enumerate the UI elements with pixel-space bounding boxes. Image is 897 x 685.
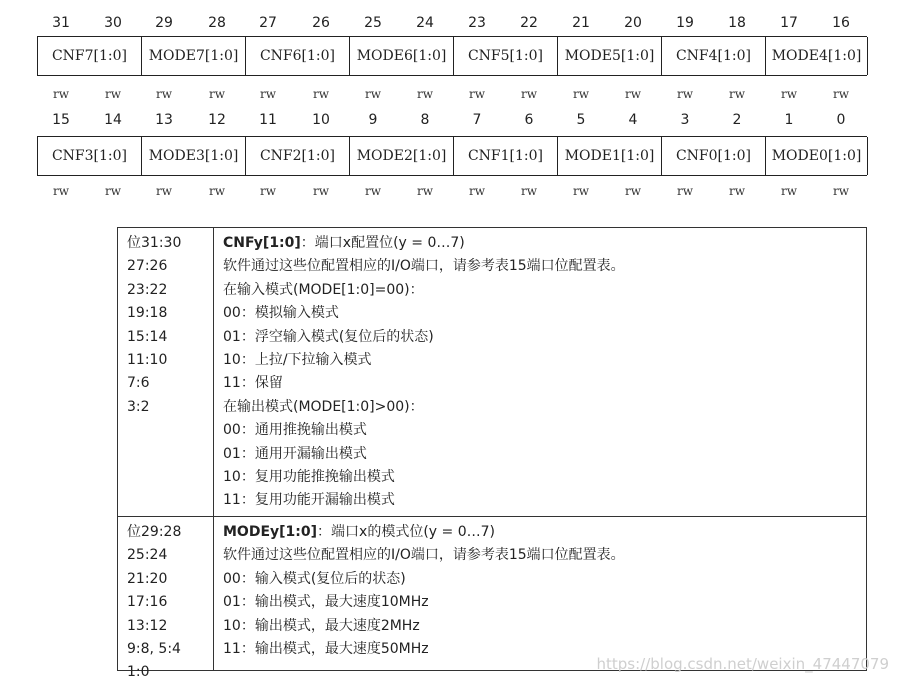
- field-cnf6: CNF6[1:0]: [246, 37, 350, 75]
- bit-number: 26: [312, 15, 330, 31]
- description-line: 01：通用开漏输出模式: [223, 445, 367, 462]
- field-mode2: MODE2[1:0]: [350, 137, 454, 175]
- field-mode3: MODE3[1:0]: [142, 137, 246, 175]
- access-label: rw: [52, 87, 69, 101]
- field-cnf7: CNF7[1:0]: [38, 37, 142, 75]
- mode-description-row: [118, 517, 866, 681]
- access-label: rw: [259, 87, 276, 101]
- field-mode6: MODE6[1:0]: [350, 37, 454, 75]
- register-fields-upper: [37, 36, 867, 76]
- access-label: rw: [208, 184, 225, 198]
- field-mode1: MODE1[1:0]: [558, 137, 662, 175]
- bit-range: 位31:30: [127, 235, 182, 251]
- bit-number: 31: [52, 15, 70, 31]
- cnf-description-row: [118, 228, 866, 517]
- bit-range: 1:0: [127, 664, 150, 681]
- bit-number: 6: [524, 112, 534, 128]
- bit-number: 20: [624, 15, 642, 31]
- access-label: rw: [520, 184, 537, 198]
- bit-number: 13: [155, 112, 173, 128]
- access-label: rw: [312, 87, 329, 101]
- access-label: rw: [728, 87, 745, 101]
- bit-number: 9: [368, 112, 378, 128]
- cnf-heading: [223, 232, 866, 255]
- description-line: 11：输出模式，最大速度50MHz: [223, 641, 429, 658]
- bit-range: 位29:28: [127, 524, 182, 540]
- bit-range: 11:10: [127, 352, 168, 369]
- bit-number: 2: [732, 112, 742, 128]
- access-label: rw: [780, 184, 797, 198]
- description-line: 10：复用功能推挽输出模式: [223, 469, 395, 486]
- access-upper: [37, 87, 867, 103]
- access-label: rw: [364, 184, 381, 198]
- description-line: 01：浮空输入模式(复位后的状态): [223, 328, 434, 345]
- bit-number: 16: [832, 15, 850, 31]
- description-line: 软件通过这些位配置相应的I/O端口，请参考表15端口位配置表。: [223, 258, 625, 275]
- field-cnf1: CNF1[1:0]: [454, 137, 558, 175]
- bit-number: 0: [836, 112, 846, 128]
- bit-range: 9:8, 5:4: [127, 641, 181, 658]
- field-cnf4: CNF4[1:0]: [662, 37, 766, 75]
- field-mode4: MODE4[1:0]: [766, 37, 868, 75]
- cnf-field-title: ：端口x配置位(y = 0…7): [300, 235, 465, 251]
- access-label: rw: [259, 184, 276, 198]
- bit-number: 4: [628, 112, 638, 128]
- bit-number: 29: [155, 15, 173, 31]
- access-label: rw: [728, 184, 745, 198]
- description-line: 10：输出模式，最大速度2MHz: [223, 617, 420, 634]
- access-label: rw: [208, 87, 225, 101]
- access-label: rw: [520, 87, 537, 101]
- description-line: 11：保留: [223, 375, 283, 392]
- cnf-field-name: CNFy[1:0]: [223, 235, 301, 251]
- access-label: rw: [104, 184, 121, 198]
- bit-number: 10: [312, 112, 330, 128]
- access-label: rw: [624, 184, 641, 198]
- access-label: rw: [780, 87, 797, 101]
- description-line: 在输出模式(MODE[1:0]>00)：: [223, 398, 424, 415]
- access-label: rw: [155, 87, 172, 101]
- bit-number: 8: [420, 112, 430, 128]
- bit-number: 19: [676, 15, 694, 31]
- field-mode7: MODE7[1:0]: [142, 37, 246, 75]
- access-label: rw: [104, 87, 121, 101]
- bit-number: 27: [259, 15, 277, 31]
- access-label: rw: [676, 87, 693, 101]
- access-label: rw: [364, 87, 381, 101]
- bit-number: 17: [780, 15, 798, 31]
- bit-range: 27:26: [127, 258, 168, 275]
- access-label: rw: [468, 87, 485, 101]
- bit-number: 11: [259, 112, 277, 128]
- bit-number: 22: [520, 15, 538, 31]
- field-cnf2: CNF2[1:0]: [246, 137, 350, 175]
- bit-range: 25:24: [127, 547, 168, 564]
- access-label: rw: [624, 87, 641, 101]
- bit-number: 23: [468, 15, 486, 31]
- field-cnf0: CNF0[1:0]: [662, 137, 766, 175]
- watermark: https://blog.csdn.net/weixin_47447079: [596, 655, 889, 673]
- access-label: rw: [832, 184, 849, 198]
- bit-range: 15:14: [127, 328, 168, 345]
- mode-field-title: ：端口x的模式位(y = 0…7): [317, 524, 495, 540]
- bit-number: 21: [572, 15, 590, 31]
- bit-range: 17:16: [127, 594, 168, 611]
- access-label: rw: [832, 87, 849, 101]
- bit-number: 7: [472, 112, 482, 128]
- bit-number: 25: [364, 15, 382, 31]
- mode-description-text: [214, 517, 866, 670]
- bit-range: 3:2: [127, 398, 150, 415]
- bit-numbers-upper: [37, 15, 867, 35]
- cnf-bit-positions: [118, 228, 214, 516]
- register-fields-lower: [37, 136, 867, 176]
- description-line: 00：输入模式(复位后的状态): [223, 570, 406, 587]
- bit-number: 14: [104, 112, 122, 128]
- bit-range: 13:12: [127, 617, 168, 634]
- access-label: rw: [572, 87, 589, 101]
- access-label: rw: [468, 184, 485, 198]
- access-label: rw: [52, 184, 69, 198]
- description-line: 软件通过这些位配置相应的I/O端口，请参考表15端口位配置表。: [223, 547, 625, 564]
- access-label: rw: [155, 184, 172, 198]
- access-label: rw: [416, 87, 433, 101]
- bit-range: 7:6: [127, 375, 150, 392]
- field-mode0: MODE0[1:0]: [766, 137, 868, 175]
- bit-range: 21:20: [127, 570, 168, 587]
- bit-number: 3: [680, 112, 690, 128]
- bit-description-table: [117, 227, 867, 681]
- bit-number: 28: [208, 15, 226, 31]
- bit-number: 24: [416, 15, 434, 31]
- bit-number: 30: [104, 15, 122, 31]
- access-lower: [37, 184, 867, 200]
- bit-number: 18: [728, 15, 746, 31]
- bit-numbers-lower: [37, 112, 867, 132]
- description-line: 01：输出模式，最大速度10MHz: [223, 594, 429, 611]
- description-line: 10：上拉/下拉输入模式: [223, 352, 372, 369]
- description-line: 00：模拟输入模式: [223, 305, 339, 322]
- access-label: rw: [572, 184, 589, 198]
- bit-number: 12: [208, 112, 226, 128]
- description-line: 00：通用推挽输出模式: [223, 422, 367, 439]
- field-mode5: MODE5[1:0]: [558, 37, 662, 75]
- field-cnf5: CNF5[1:0]: [454, 37, 558, 75]
- field-cnf3: CNF3[1:0]: [38, 137, 142, 175]
- description-line: 在输入模式(MODE[1:0]=00)：: [223, 281, 424, 298]
- bit-number: 5: [576, 112, 586, 128]
- bit-number: 15: [52, 112, 70, 128]
- description-line: 11：复用功能开漏输出模式: [223, 492, 395, 509]
- access-label: rw: [416, 184, 433, 198]
- bit-range: 23:22: [127, 281, 168, 298]
- access-label: rw: [676, 184, 693, 198]
- mode-heading: [223, 521, 866, 544]
- access-label: rw: [312, 184, 329, 198]
- cnf-description-text: [214, 228, 866, 516]
- mode-bit-positions: [118, 517, 214, 681]
- bit-range: 19:18: [127, 305, 168, 322]
- bit-number: 1: [784, 112, 794, 128]
- mode-field-name: MODEy[1:0]: [223, 524, 318, 540]
